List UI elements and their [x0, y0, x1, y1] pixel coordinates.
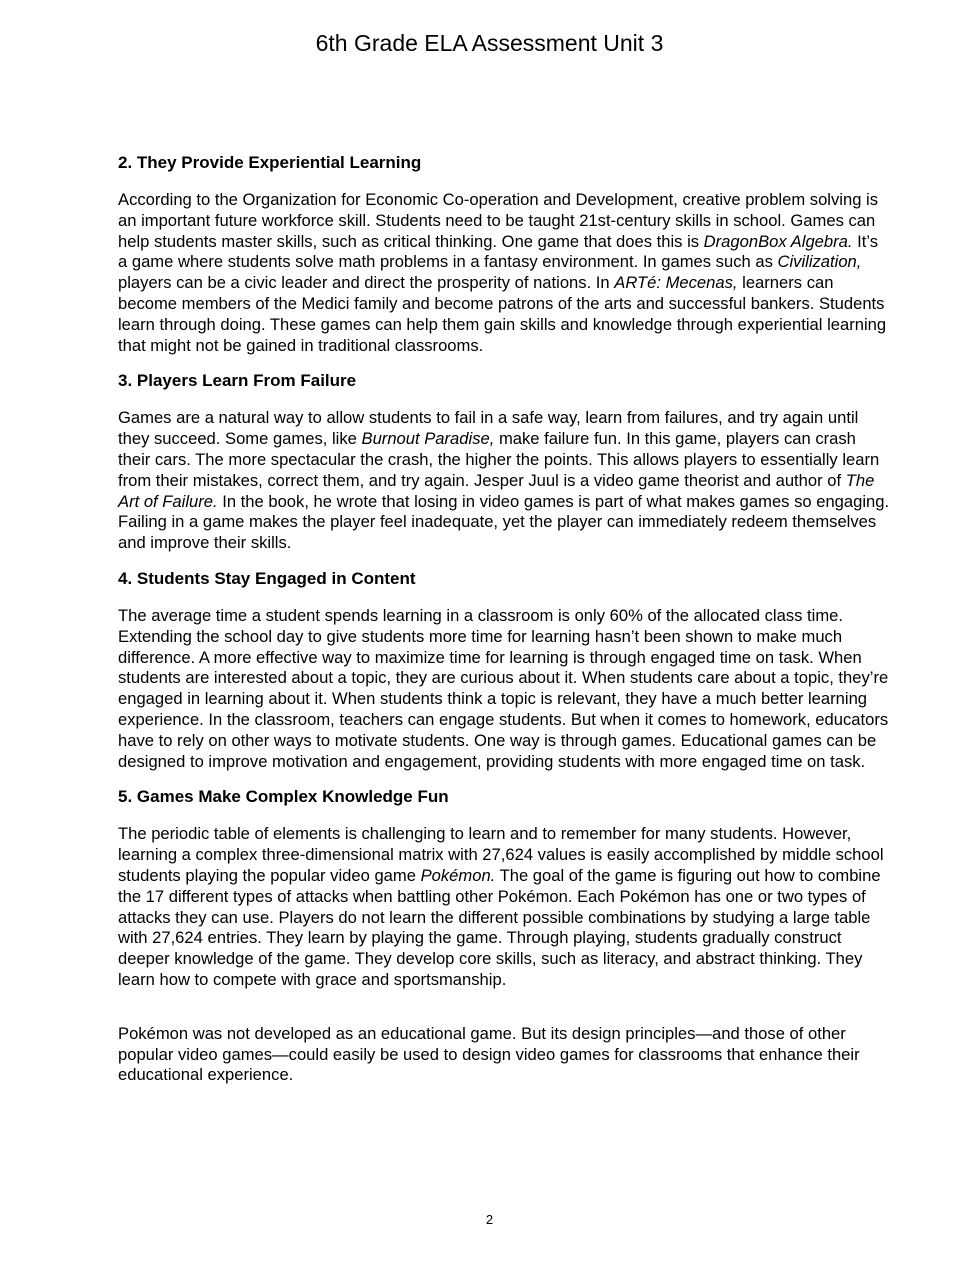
- text-run: Games are a natural way to allow students to fail in a safe way, learn from failures, and try again until they succeed. Some games, like: [118, 408, 859, 449]
- section-heading: 2. They Provide Experiential Learning: [118, 153, 422, 172]
- game-title: Burnout Paradise,: [361, 429, 495, 449]
- section-learn-from-failure: [118, 370, 890, 554]
- body-paragraph: [118, 408, 890, 554]
- text-run: players can be a civic leader and direct the prosperity of nations. In: [118, 273, 615, 293]
- game-title: ARTé: Mecenas,: [614, 273, 738, 293]
- body-paragraph: [118, 606, 890, 772]
- text-run: In the book, he wrote that losing in video games is part of what makes games so engaging. Failing in a game makes the player feel inadequate, yet the player can immediately redeem themselves and improve their skills.: [118, 491, 890, 553]
- book-title: The Art of Failure.: [118, 470, 875, 511]
- body-paragraph: [118, 824, 890, 990]
- game-title: DragonBox Algebra.: [703, 231, 853, 251]
- text-run: Pokémon was not developed as an educational game. But its design principles—and those of other popular video games—could easily be used to design video games for classrooms that enhance their educational experience.: [118, 1023, 860, 1085]
- body-paragraph: [118, 190, 890, 356]
- body-paragraph: [118, 1024, 890, 1086]
- page-title: 6th Grade ELA Assessment Unit 3: [315, 30, 664, 56]
- text-run: The goal of the game is figuring out how to combine the 17 different types of attacks when battling other Pokémon. Each Pokémon has one or two types of attacks they can use. Players do not learn the different possible combinations by studying a large table with 27,624 entries. They learn by playing the game. Through playing, students gradually construct deeper knowledge of the game. They develop core skills, such as literacy, and abstract thinking. They learn how to compete with grace and sportsmanship.: [118, 865, 881, 989]
- section-experiential-learning: [118, 152, 890, 356]
- text-run: According to the Organization for Economic Co-operation and Development, creative problem solving is an important future workforce skill. Students need to be taught 21st-century skills in school. Games can help students master skills, such as critical thinking. One game that does this is: [118, 190, 879, 251]
- text-run: The periodic table of elements is challenging to learn and to remember for many students. However, learning a complex three-dimensional matrix with 27,624 values is easily accomplished by middle school students playing the popular video game: [118, 824, 884, 885]
- text-run: It’s a game where students solve math problems in a fantasy environment. In games such as: [118, 231, 879, 272]
- text-run: make failure fun. In this game, players can crash their cars. The more spectacular the crash, the higher the points. This allows players to essentially learn from their mistakes, correct them, and try again. Jesper Juul is a video game theorist and author of: [118, 429, 880, 490]
- text-run: learners can become members of the Medici family and become patrons of the arts and successful bankers. Students learn through doing. These games can help them gain skills and knowledge through experiential learning that might not be gained in traditional classrooms.: [118, 273, 887, 355]
- section-heading: 4. Students Stay Engaged in Content: [118, 568, 416, 588]
- game-title: Civilization,: [777, 252, 862, 272]
- section-complex-knowledge-fun: [118, 786, 890, 1086]
- section-heading: 3. Players Learn From Failure: [118, 371, 357, 391]
- section-engaged-in-content: [118, 568, 890, 772]
- page-number: 2: [485, 1212, 494, 1227]
- game-title: Pokémon.: [420, 865, 496, 885]
- text-run: The average time a student spends learning in a classroom is only 60% of the allocated class time. Extending the school day to give students more time for learning hasn’t been shown to make much difference. A more effective way to maximize time for learning is through engaged time on task. When students are interested about a topic, they are curious about it. When students care about a topic, they’re engaged in learning about it. When students think a topic is relevant, they have a much better learning experience. In the classroom, teachers can engage students. But when it comes to homework, educators have to rely on other ways to motivate students. One way is through games. Educational games can be designed to improve motivation and engagement, providing students with more engaged time on task.: [118, 605, 889, 771]
- document-body: [118, 152, 890, 1100]
- section-heading: 5. Games Make Complex Knowledge Fun: [118, 787, 449, 807]
